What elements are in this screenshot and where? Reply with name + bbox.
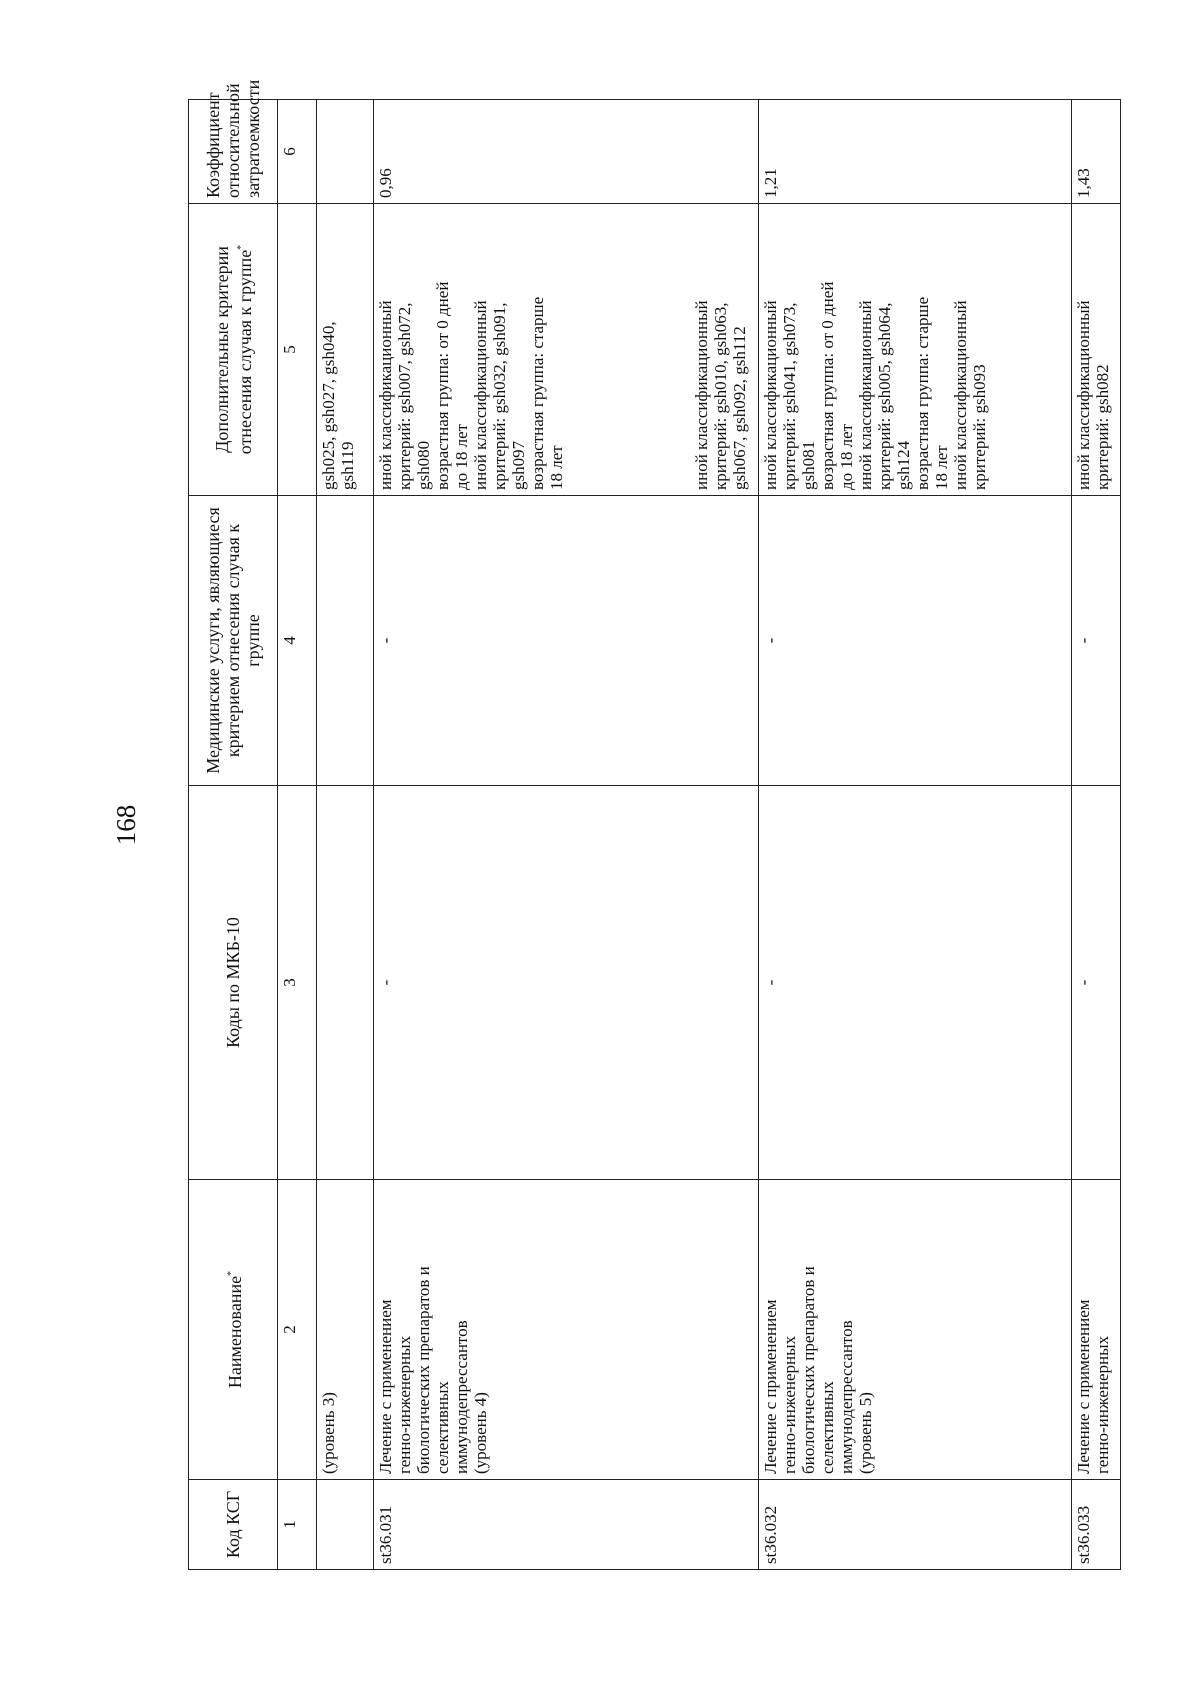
services-cell: - xyxy=(759,496,1072,786)
column-number: 3 xyxy=(278,786,317,1180)
services-cell: - xyxy=(1072,496,1121,786)
column-number: 1 xyxy=(278,1480,317,1570)
criteria-cell: иной классификационный критерий: gsh041, gsh073, gsh081 возрастная группа: от 0 дней до 18 лет иной классификационный критерий: gsh005, gsh064, gsh124 возрастная группа: старше 18 лет иной классификационный критерий: gsh093 xyxy=(759,204,1072,496)
name-cell: Лечение с применением генно-инженерных биологических препаратов и селективных иммунодепрессантов (уровень 4) xyxy=(374,1180,759,1480)
header-criteria: Дополнительные критерии отнесения случая к группе* xyxy=(189,204,278,496)
name-cell: Лечение с применением генно-инженерных xyxy=(1072,1180,1121,1480)
rotated-table-container xyxy=(188,79,1128,1570)
header-name: Наименование* xyxy=(189,1180,278,1480)
coefficient-cell: 1,21 xyxy=(759,100,1072,204)
table-row xyxy=(317,100,374,1570)
mkb-cell: - xyxy=(374,786,759,1180)
ksg-code-cell: st36.032 xyxy=(759,1480,1072,1570)
table-header-row xyxy=(189,100,278,1570)
mkb-cell xyxy=(317,786,374,1180)
header-code: Код КСГ xyxy=(189,1480,278,1570)
table-row xyxy=(1072,100,1121,1570)
table-row xyxy=(759,100,1072,1570)
column-number: 6 xyxy=(278,100,317,204)
criteria-cell: иной классификационный критерий: gsh082 xyxy=(1072,204,1121,496)
column-number: 5 xyxy=(278,204,317,496)
name-cell: (уровень 3) xyxy=(317,1180,374,1480)
header-services: Медицинские услуги, являющиеся критерием отнесения случая к группе xyxy=(189,496,278,786)
coefficient-cell: 1,43 xyxy=(1072,100,1121,204)
ksg-code-cell: st36.031 xyxy=(374,1480,759,1570)
coefficient-cell: 0,96 xyxy=(374,100,759,204)
ksg-table xyxy=(188,79,1121,1570)
ksg-code-cell: st36.033 xyxy=(1072,1480,1121,1570)
coefficient-cell xyxy=(317,100,374,204)
page-number: 168 xyxy=(111,804,141,846)
mkb-cell: - xyxy=(759,786,1072,1180)
criteria-cell: иной классификационный критерий: gsh007, gsh072, gsh080 возрастная группа: от 0 дней до 18 лет иной классификационный критерий: gsh032, gsh091, gsh097 возрастная группа: старше 18 лет иной классификационный критерий: gsh010, gsh063, gsh067, gsh092, gsh112 xyxy=(374,204,759,496)
name-cell: Лечение с применением генно-инженерных биологических препаратов и селективных иммунодепрессантов (уровень 5) xyxy=(759,1180,1072,1480)
header-mkb: Коды по МКБ-10 xyxy=(189,786,278,1180)
services-cell xyxy=(317,496,374,786)
ksg-code-cell xyxy=(317,1480,374,1570)
criteria-cell: gsh025, gsh027, gsh040, gsh119 xyxy=(317,204,374,496)
column-number-row xyxy=(278,100,317,1570)
column-number: 4 xyxy=(278,496,317,786)
header-coefficient: Коэффициент относительной затратоемкости xyxy=(189,100,278,204)
mkb-cell: - xyxy=(1072,786,1121,1180)
services-cell: - xyxy=(374,496,759,786)
table-row xyxy=(374,100,759,1570)
column-number: 2 xyxy=(278,1180,317,1480)
